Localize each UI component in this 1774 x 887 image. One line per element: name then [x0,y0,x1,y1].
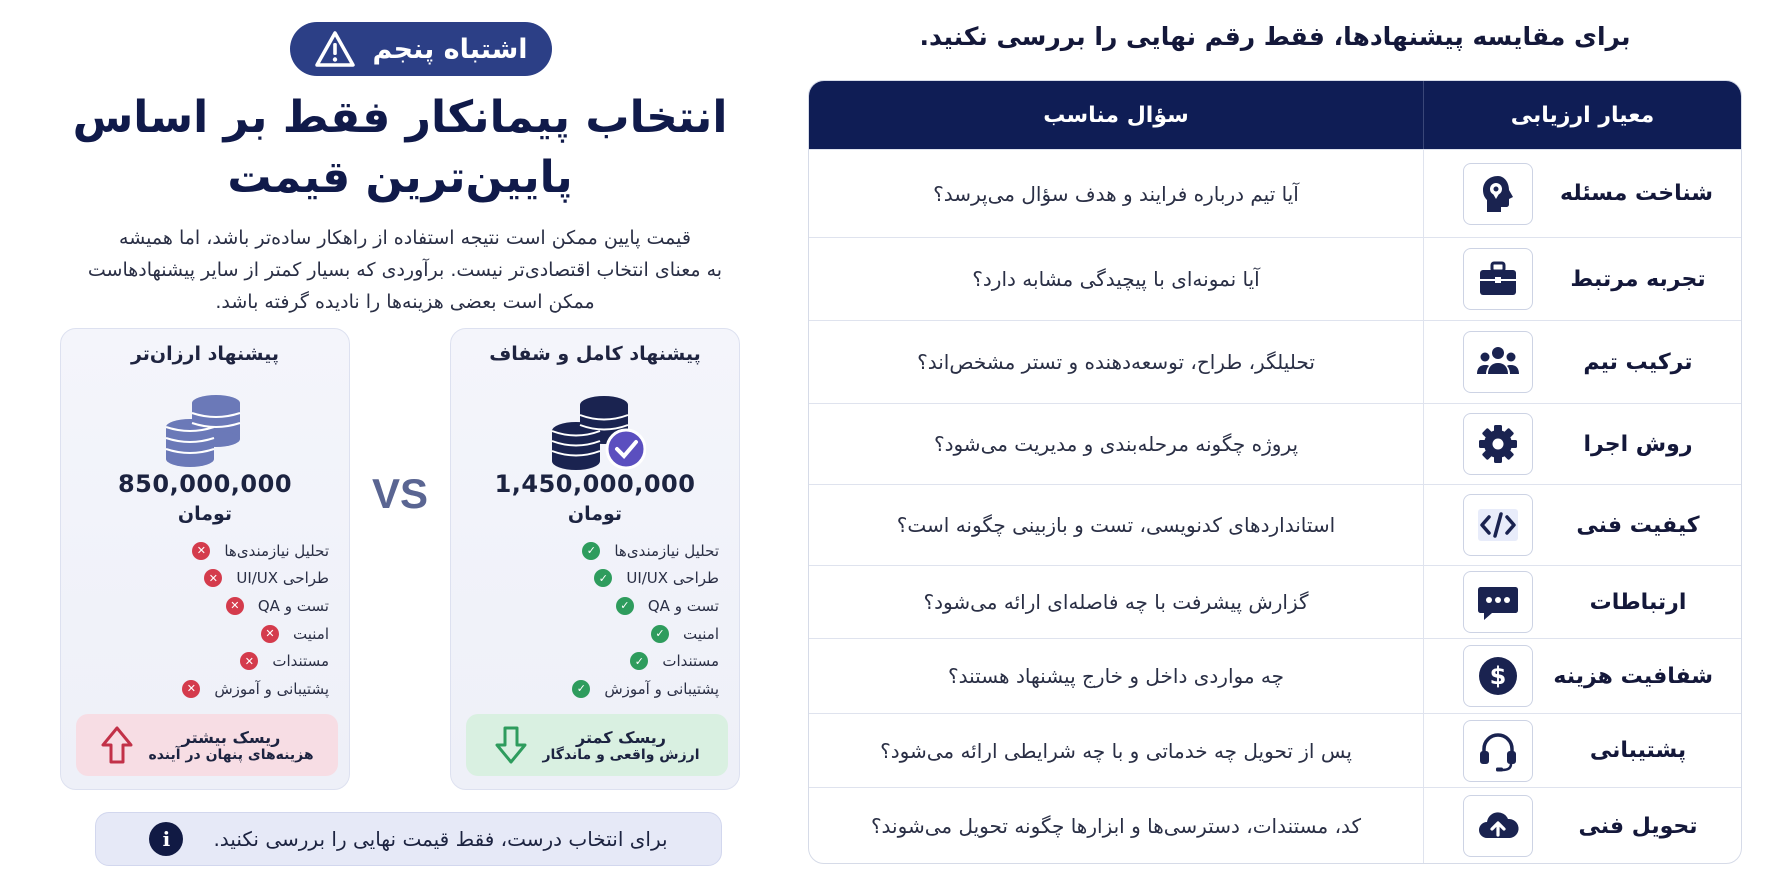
table-row: ترکیب تیم تحلیلگر، طراح، توسعه‌دهنده و تستر مشخص‌اند؟ [809,320,1741,403]
list-item: ✓ طراحی UI/UX [469,565,719,593]
page-title: انتخاب پیمانکار فقط بر اساس پایین‌ترین قیمت [72,92,728,203]
warning-icon [314,30,356,68]
list-item: ✕ پشتیبانی و آموزش [79,675,329,703]
check-icon: ✓ [594,569,612,587]
check-icon: ✓ [630,652,648,670]
cross-icon: ✕ [192,542,210,560]
info-icon: i [149,822,183,856]
complete-offer-unit: تومان [567,503,623,525]
mistake-badge [290,22,552,76]
briefcase-icon [1463,248,1533,310]
list-item: ✓ تحلیل نیازمندی‌ها [469,537,719,565]
arrow-down-icon [494,725,528,765]
table-row: روش اجرا پروژه چگونه مرحله‌بندی و مدیریت می‌شود؟ [809,403,1741,484]
evaluation-table [808,80,1742,864]
coins-check-icon [546,391,646,471]
list-item: ✕ طراحی UI/UX [79,565,329,593]
table-row: تحویل فنی کد، مستندات، دسترسی‌ها و ابزارها چگونه تحویل می‌شوند؟ [809,787,1741,864]
head-pin-icon [1463,163,1533,225]
table-row: ارتباطات گزارش پیشرفت با چه فاصله‌ای ارائه می‌شود؟ [809,565,1741,638]
footer-note [95,812,722,866]
chat-icon [1463,571,1533,633]
list-item: ✕ تست و QA [79,592,329,620]
cheap-offer-unit: تومان [177,503,233,525]
table-row: شفافیت هزینه $ چه مواردی داخل و خارج پیشنهاد هستند؟ [809,638,1741,713]
list-item: ✓ پشتیبانی و آموزش [469,675,719,703]
check-icon: ✓ [572,680,590,698]
column-header-question: سؤال مناسب [1043,102,1189,128]
arrow-up-icon [100,725,134,765]
check-icon: ✓ [616,597,634,615]
cross-icon: ✕ [182,680,200,698]
cloud-upload-icon [1463,795,1533,857]
footer-note-text: برای انتخاب درست، فقط قیمت نهایی را بررسی نکنید. [213,827,668,851]
list-item: ✕ امنیت [79,620,329,648]
table-heading: برای مقایسه پیشنهادها، فقط رقم نهایی را بررسی نکنید. [919,22,1631,51]
list-item: ✓ تست و QA [469,592,719,620]
table-row: کیفیت فنی استانداردهای کدنویسی، تست و بازبینی چگونه است؟ [809,484,1741,565]
cross-icon: ✕ [204,569,222,587]
cheap-offer-title: پیشنهاد ارزان‌تر [130,343,280,365]
complete-offer-price: 1,450,000,000 [494,470,696,498]
check-icon: ✓ [582,542,600,560]
cross-icon: ✕ [261,625,279,643]
cross-icon: ✕ [240,652,258,670]
table-row: پشتیبانی پس از تحویل چه خدماتی و با چه شرایطی ارائه می‌شود؟ [809,713,1741,787]
mistake-badge-label: اشتباه پنجم [372,33,528,65]
column-header-criterion: معیار ارزیابی [1423,81,1741,149]
cheap-offer-features [79,537,329,703]
complete-offer-features [469,537,719,703]
coins-icon [156,391,256,471]
check-icon: ✓ [651,625,669,643]
vs-label: VS [371,470,429,517]
intro-paragraph: قیمت پایین ممکن است نتیجه استفاده از راهکار ساده‌تر باشد، اما همیشه به معنای انتخاب اقتصادی‌تر نیست. برآوردی که بسیار کمتر از سایر پیشنهادهاست ممکن است بعضی هزینه‌ها را نادیده گرفته باشد. [87,227,723,313]
list-item: ✓ امنیت [469,620,719,648]
complete-offer-title: پیشنهاد کامل و شفاف [489,343,701,365]
list-item: ✓ مستندات [469,647,719,675]
table-row: تجربه مرتبط آیا نمونه‌ای با پیچیدگی مشابه دارد؟ [809,237,1741,320]
low-risk-box: ریسک کمتر ارزش واقعی و ماندگار [466,714,728,776]
complete-offer-card [450,328,740,790]
dollar-icon [1463,645,1533,707]
table-header [809,81,1741,149]
list-item: ✕ تحلیل نیازمندی‌ها [79,537,329,565]
cheap-offer-price: 850,000,000 [117,470,293,498]
svg-text:$: $ [1489,662,1507,690]
high-risk-box: ریسک بیشتر هزینه‌های پنهان در آینده [76,714,338,776]
code-icon [1463,494,1533,556]
headset-icon [1463,720,1533,782]
cross-icon: ✕ [226,597,244,615]
gear-icon [1463,413,1533,475]
cheap-offer-card [60,328,350,790]
list-item: ✕ مستندات [79,647,329,675]
table-row: شناخت مسئله آیا تیم درباره فرایند و هدف سؤال می‌پرسد؟ [809,149,1741,237]
team-icon [1463,331,1533,393]
